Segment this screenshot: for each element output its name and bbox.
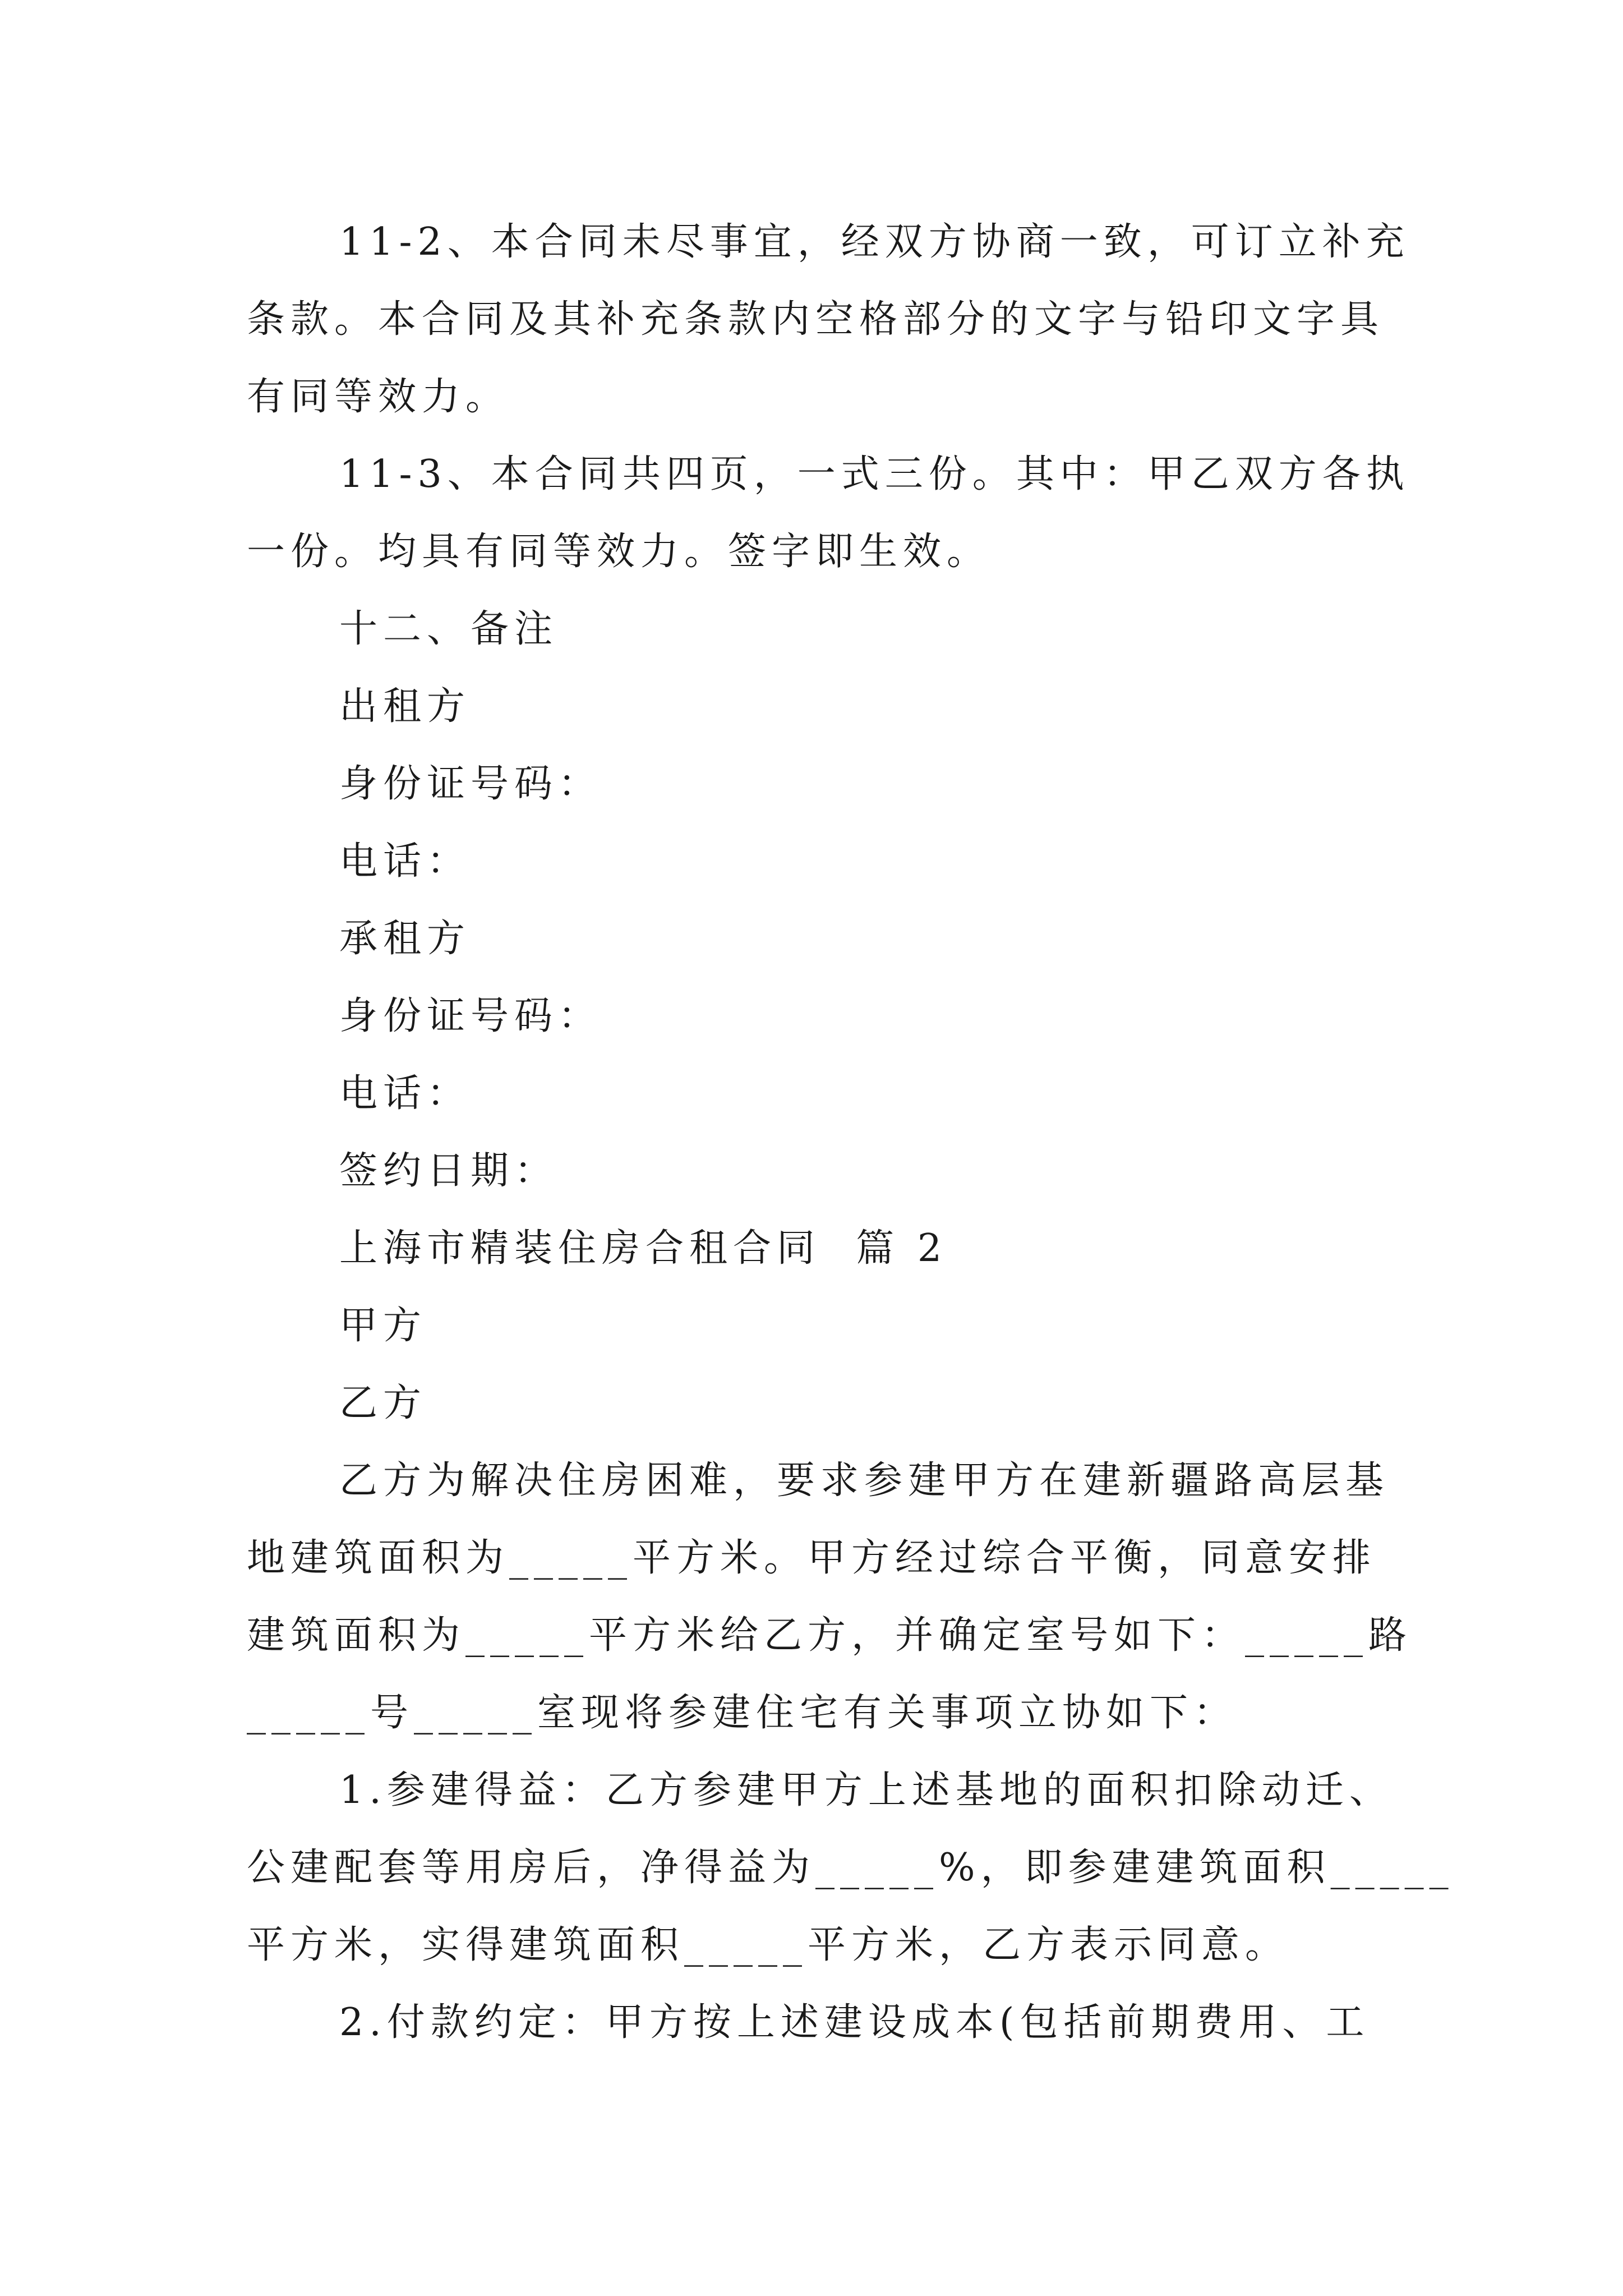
lessee-phone-label: 电话： [339,1071,471,1116]
intro-line-2: 地建筑面积为_____平方米。甲方经过综合平衡，同意安排 [247,1536,1377,1580]
lessee-label: 承租方 [339,917,471,961]
clause-11-3-line-2: 一份。均具有同等效力。签字即生效。 [247,530,991,574]
clause-11-2-line-3: 有同等效力。 [247,375,510,419]
intro-line-4: _____号_____室现将参建住宅有关事项立协如下： [247,1691,1238,1735]
item-1-line-1: 1.参建得益：乙方参建甲方上述基地的面积扣除动迁、 [339,1768,1393,1812]
section-12-heading: 十二、备注 [339,607,559,651]
clause-11-2-line-1: 11-2、本合同未尽事宜，经双方协商一致，可订立补充 [339,220,1410,264]
party-b-label: 乙方 [339,1381,427,1425]
clause-11-3-line-1: 11-3、本合同共四页，一式三份。其中：甲乙双方各执 [339,452,1410,496]
sign-date-label: 签约日期： [339,1149,559,1193]
clause-11-2-line-2: 条款。本合同及其补充条款内空格部分的文字与铅印文字具 [247,297,1385,342]
lessor-label: 出租方 [339,684,471,729]
intro-line-3: 建筑面积为_____平方米给乙方，并确定室号如下：_____路 [247,1613,1413,1658]
lessee-id-label: 身份证号码： [339,994,602,1038]
item-1-line-3: 平方米，实得建筑面积_____平方米，乙方表示同意。 [247,1923,1289,1967]
intro-line-1: 乙方为解决住房困难，要求参建甲方在建新疆路高层基 [339,1458,1390,1503]
lessor-id-label: 身份证号码： [339,762,602,806]
item-1-line-2: 公建配套等用房后，净得益为_____%，即参建建筑面积_____ [247,1846,1454,1890]
party-a-label: 甲方 [339,1304,427,1348]
item-2-line-1: 2.付款约定：甲方按上述建设成本(包括前期费用、工 [339,2000,1370,2045]
contract-2-title: 上海市精装住房合租合同 篇 2 [339,1226,948,1271]
lessor-phone-label: 电话： [339,839,471,884]
